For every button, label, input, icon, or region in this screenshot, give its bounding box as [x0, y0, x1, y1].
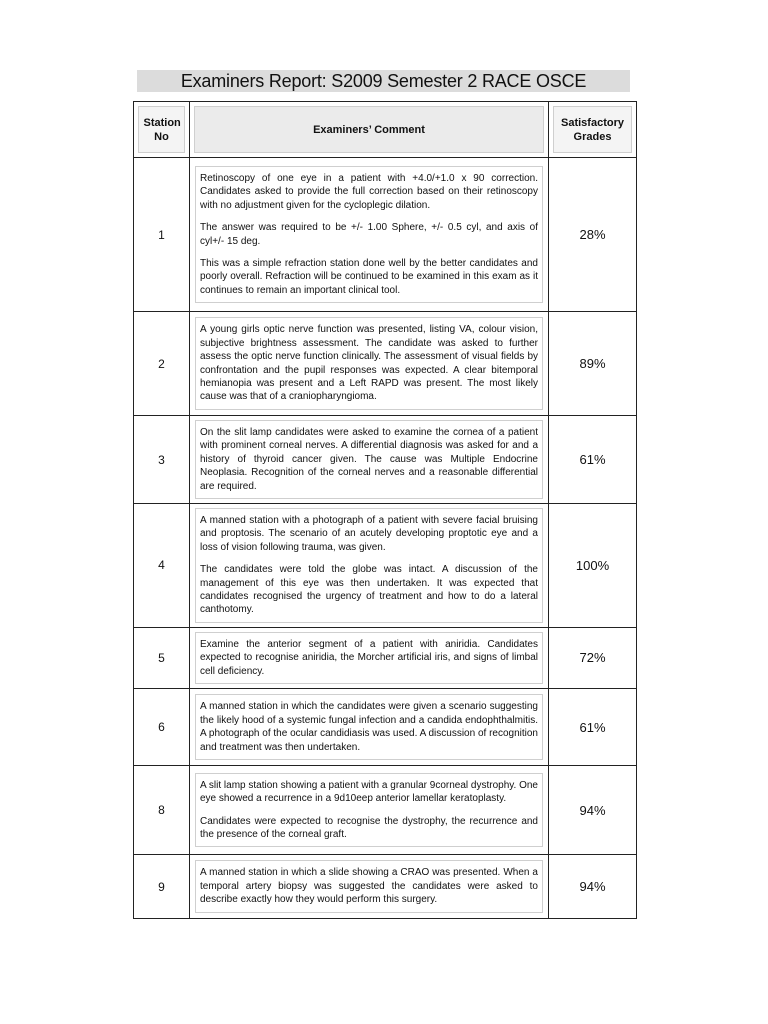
satisfactory-grade: 61% [549, 416, 637, 504]
comment-paragraph: This was a simple refraction station done well by the better candidates and poorly overall. Refraction will be continued to be examined in this exam as it continues to remain an important clinical tool. [200, 257, 538, 296]
comment-header [190, 102, 549, 158]
table-row [134, 627, 637, 688]
station-number: 9 [134, 855, 190, 919]
examiner-comment [190, 627, 549, 688]
satisfactory-grade: 89% [549, 312, 637, 416]
satisfactory-grade: 61% [549, 689, 637, 766]
comment-paragraph: A manned station in which a slide showing a CRAO was presented. When a temporal artery biopsy was suggested the candidates were asked to describe exactly how they would perform this surgery. [200, 867, 538, 906]
station-number: 8 [134, 766, 190, 855]
satisfactory-grade: 94% [549, 855, 637, 919]
station-number: 1 [134, 158, 190, 312]
comment-paragraph: On the slit lamp candidates were asked to examine the cornea of a patient with prominent corneal nerves. A differential diagnosis was asked for and a history of thyroid cancer given. The cause was Multiple Endocrine Neoplasia. Recognition of the corneal nerves and a reasonable differential are required. [200, 427, 538, 492]
comment-box [195, 773, 543, 848]
examiner-comment [190, 158, 549, 312]
table-row [134, 158, 637, 312]
comment-box [195, 317, 543, 409]
comment-paragraph: The answer was required to be +/- 1.00 Sphere, +/- 0.5 cyl, and axis of cyl+/- 15 deg. [200, 222, 538, 247]
examiner-comment [190, 689, 549, 766]
comment-paragraph: The candidates were told the globe was intact. A discussion of the management of this eye was then undertaken. It was expected that candidates recognised the urgency of treatment and how to do a lateral canthotomy. [200, 564, 538, 616]
examiner-comment [190, 416, 549, 504]
comment-paragraph: Examine the anterior segment of a patient with aniridia. Candidates expected to recognise aniridia, the Morcher artificial iris, and signs of limbal cell deficiency. [200, 638, 538, 677]
table-row [134, 689, 637, 766]
comment-paragraph: A manned station with a photograph of a patient with severe facial bruising and proptosis. The scenario of an acutely developing proptotic eye and a loss of vision following trauma, was given. [200, 515, 538, 553]
station-number: 6 [134, 689, 190, 766]
station-number: 2 [134, 312, 190, 416]
comment-box [195, 860, 543, 912]
comment-box [195, 694, 543, 760]
station-header [134, 102, 190, 158]
comment-paragraph: Candidates were expected to recognise the dystrophy, the recurrence and the presence of the corneal graft. [200, 815, 538, 840]
grades-header-label: Satisfactory Grades [561, 116, 624, 143]
station-number: 4 [134, 504, 190, 628]
comment-paragraph: A slit lamp station showing a patient with a granular 9corneal dystrophy. One eye showed a recurrence in a 9d10eep anterior lamellar keratoplasty. [200, 779, 538, 805]
satisfactory-grade: 72% [549, 627, 637, 688]
comment-box [195, 508, 543, 623]
report-table [133, 101, 637, 919]
table-row [134, 416, 637, 504]
table-body [134, 158, 637, 919]
comment-box [195, 420, 543, 499]
examiner-comment [190, 504, 549, 628]
examiner-comment [190, 855, 549, 919]
table-header-row [134, 102, 637, 158]
table-row [134, 766, 637, 855]
comment-paragraph: Retinoscopy of one eye in a patient with +4.0/+1.0 x 90 correction. Candidates asked to provide the full correction based on their retinoscopy with no adjustment given for the cycloplegic dilation. [200, 172, 538, 211]
station-header-label: Station No [143, 116, 181, 143]
grades-header [549, 102, 637, 158]
comment-header-label: Examiners’ Comment [313, 123, 425, 136]
station-number: 3 [134, 416, 190, 504]
station-number: 5 [134, 627, 190, 688]
satisfactory-grade: 94% [549, 766, 637, 855]
report-title: Examiners Report: S2009 Semester 2 RACE OSCE [137, 70, 630, 92]
comment-box [195, 166, 543, 303]
satisfactory-grade: 100% [549, 504, 637, 628]
table-row [134, 312, 637, 416]
table-row [134, 504, 637, 628]
examiner-comment [190, 312, 549, 416]
comment-box [195, 632, 543, 684]
comment-paragraph: A manned station in which the candidates were given a scenario suggesting the likely hood of a systemic fungal infection and a candida endophthalmitis. A photograph of the ocular candidiasis was used. A discussion of recognition and treatment was then undertaken. [200, 701, 538, 753]
satisfactory-grade: 28% [549, 158, 637, 312]
table-row [134, 855, 637, 919]
examiner-comment [190, 766, 549, 855]
comment-paragraph: A young girls optic nerve function was presented, listing VA, colour vision, subjective brightness assessment. The candidate was asked to further assess the optic nerve function clinically. The assessment of visual fields by confrontation and the pupil responses was expected. A clear bitemporal hemianopia was present and a Left RAPD was present. The most likely cause was that of a craniopharyngioma. [200, 324, 538, 403]
